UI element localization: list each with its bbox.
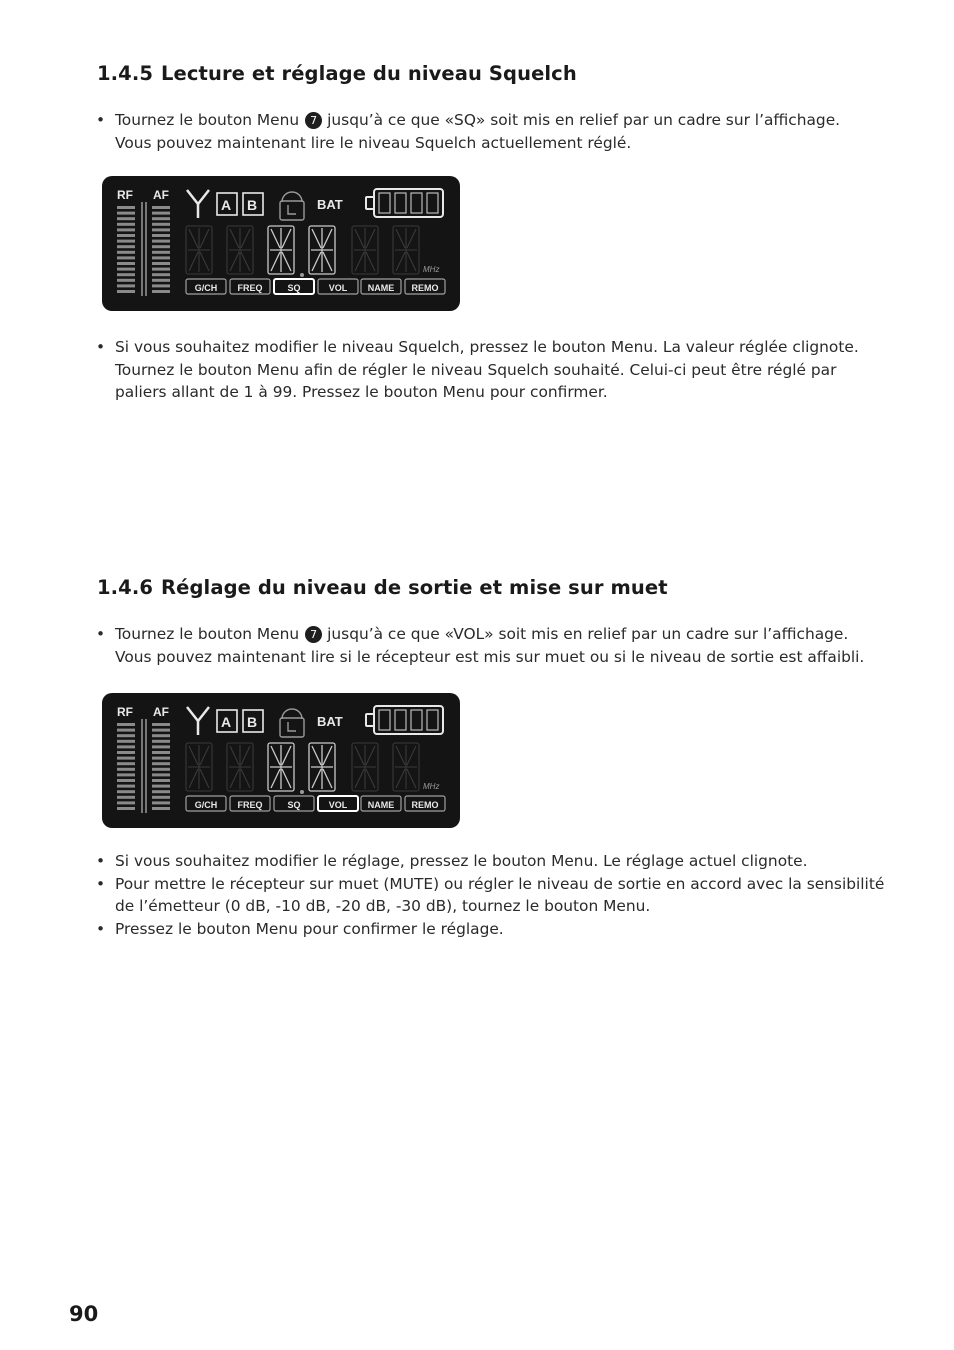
lcd-display-vol [102, 693, 460, 828]
rf-meter-segment [117, 212, 135, 215]
rf-meter-segment [117, 290, 135, 293]
menu-label-remo: REMO [411, 800, 439, 810]
channel-a-label: A [221, 197, 232, 213]
section-title: Lecture et réglage du niveau Squelch [161, 62, 577, 85]
menu-label-vol: VOL [328, 283, 348, 293]
rf-meter-segment [117, 723, 135, 726]
rf-meter-segment [117, 279, 135, 282]
menu-label-name: NAME [367, 800, 395, 810]
menu-button-ref-icon: 7 [305, 112, 322, 129]
af-meter-segment [152, 223, 170, 226]
lcd-svg [102, 176, 460, 311]
af-meter-segment [152, 807, 170, 810]
bullet-list-vol-adjust [96, 850, 884, 940]
rf-meter-segment [117, 268, 135, 271]
rf-meter-segment [117, 729, 135, 732]
af-meter-segment [152, 757, 170, 760]
rf-meter-segment [117, 801, 135, 804]
af-meter-segment [152, 762, 170, 765]
rf-meter-segment [117, 790, 135, 793]
battery-label: BAT [317, 197, 343, 212]
rf-meter-segment [117, 223, 135, 226]
section-heading-1-4-6 [97, 576, 668, 599]
af-label: AF [153, 705, 169, 719]
decimal-point [300, 790, 304, 794]
list-item: • Si vous souhaitez modifier le niveau Squelch, pressez le bouton Menu. La valeur réglée clignote. Tournez le bouton Menu afin de régler le niveau Squelch souhaité. Celui-ci peut être réglé par paliers allant de 1 à 99. Pressez le bouton Menu pour confirmer. [96, 336, 859, 404]
battery-label: BAT [317, 714, 343, 729]
section-number: 1.4.6 [97, 576, 154, 599]
af-meter-segment [152, 256, 170, 259]
af-meter-segment [152, 751, 170, 754]
channel-a-label: A [221, 714, 232, 730]
section-title: Réglage du niveau de sortie et mise sur muet [161, 576, 668, 599]
menu-label-sq: SQ [287, 283, 301, 293]
menu-label-freq: FREQ [237, 800, 263, 810]
page-number: 90 [69, 1302, 99, 1326]
af-meter-segment [152, 768, 170, 771]
af-meter-segment [152, 796, 170, 799]
af-meter-segment [152, 284, 170, 287]
section-heading-1-4-5 [97, 62, 577, 85]
af-meter-segment [152, 723, 170, 726]
rf-label: RF [117, 705, 133, 719]
lcd-display-sq [102, 176, 460, 311]
menu-label-freq: FREQ [237, 283, 263, 293]
rf-meter-segment [117, 773, 135, 776]
list-item: • Tournez le bouton Menu 7 jusqu’à ce que «VOL» soit mis en relief par un cadre sur l’affichage. Vous pouvez maintenant lire si le récepteur est mis sur muet ou si le niveau de sortie est affaibli. [96, 623, 864, 668]
channel-b-label: B [247, 197, 258, 213]
menu-label-remo: REMO [411, 283, 439, 293]
menu-label-gch: G/CH [194, 800, 218, 810]
rf-meter-segment [117, 245, 135, 248]
rf-meter-segment [117, 785, 135, 788]
af-meter-segment [152, 801, 170, 804]
af-meter-segment [152, 734, 170, 737]
af-meter-segment [152, 740, 170, 743]
af-meter-segment [152, 773, 170, 776]
list-item: • Tournez le bouton Menu 7 jusqu’à ce que «SQ» soit mis en relief par un cadre sur l’affichage. Vous pouvez maintenant lire le niveau Squelch actuellement réglé. [96, 109, 840, 154]
frequency-unit: MHz [423, 782, 440, 791]
list-item: • Pressez le bouton Menu pour confirmer le réglage. [96, 918, 884, 941]
af-meter-segment [152, 779, 170, 782]
menu-label-gch: G/CH [194, 283, 218, 293]
rf-meter-segment [117, 751, 135, 754]
af-meter-segment [152, 729, 170, 732]
af-meter-segment [152, 279, 170, 282]
bullet-list-sq-adjust [96, 336, 859, 404]
rf-meter-segment [117, 234, 135, 237]
rf-meter-segment [117, 273, 135, 276]
af-meter-segment [152, 745, 170, 748]
rf-meter-segment [117, 757, 135, 760]
rf-meter-segment [117, 734, 135, 737]
bullet-list-vol-read [96, 623, 864, 668]
list-item: • Pour mettre le récepteur sur muet (MUTE) ou régler le niveau de sortie en accord avec la sensibilité de l’émetteur (0 dB, -10 dB, -20 dB, -30 dB), tournez le bouton Menu. [96, 873, 884, 918]
af-meter-segment [152, 206, 170, 209]
rf-meter-segment [117, 256, 135, 259]
af-meter-segment [152, 228, 170, 231]
rf-meter-segment [117, 240, 135, 243]
section-number: 1.4.5 [97, 62, 154, 85]
rf-meter-segment [117, 740, 135, 743]
menu-label-sq: SQ [287, 800, 301, 810]
af-meter-segment [152, 240, 170, 243]
channel-b-label: B [247, 714, 258, 730]
af-meter-segment [152, 217, 170, 220]
rf-label: RF [117, 188, 133, 202]
af-meter-segment [152, 262, 170, 265]
rf-meter-segment [117, 251, 135, 254]
af-meter-segment [152, 785, 170, 788]
af-meter-segment [152, 290, 170, 293]
af-meter-segment [152, 234, 170, 237]
menu-label-vol: VOL [328, 800, 348, 810]
menu-label-name: NAME [367, 283, 395, 293]
rf-meter-segment [117, 762, 135, 765]
rf-meter-segment [117, 779, 135, 782]
rf-meter-segment [117, 284, 135, 287]
af-label: AF [153, 188, 169, 202]
af-meter-segment [152, 273, 170, 276]
rf-meter-segment [117, 807, 135, 810]
af-meter-segment [152, 790, 170, 793]
bullet-list-sq-read [96, 109, 840, 154]
af-meter-segment [152, 245, 170, 248]
rf-meter-segment [117, 768, 135, 771]
rf-meter-segment [117, 262, 135, 265]
af-meter-segment [152, 251, 170, 254]
af-meter-segment [152, 212, 170, 215]
rf-meter-segment [117, 228, 135, 231]
rf-meter-segment [117, 217, 135, 220]
menu-button-ref-icon: 7 [305, 626, 322, 643]
lcd-svg [102, 693, 460, 828]
rf-meter-segment [117, 745, 135, 748]
decimal-point [300, 273, 304, 277]
rf-meter-segment [117, 206, 135, 209]
list-item: • Si vous souhaitez modifier le réglage, pressez le bouton Menu. Le réglage actuel clignote. [96, 850, 884, 873]
af-meter-segment [152, 268, 170, 271]
rf-meter-segment [117, 796, 135, 799]
frequency-unit: MHz [423, 265, 440, 274]
